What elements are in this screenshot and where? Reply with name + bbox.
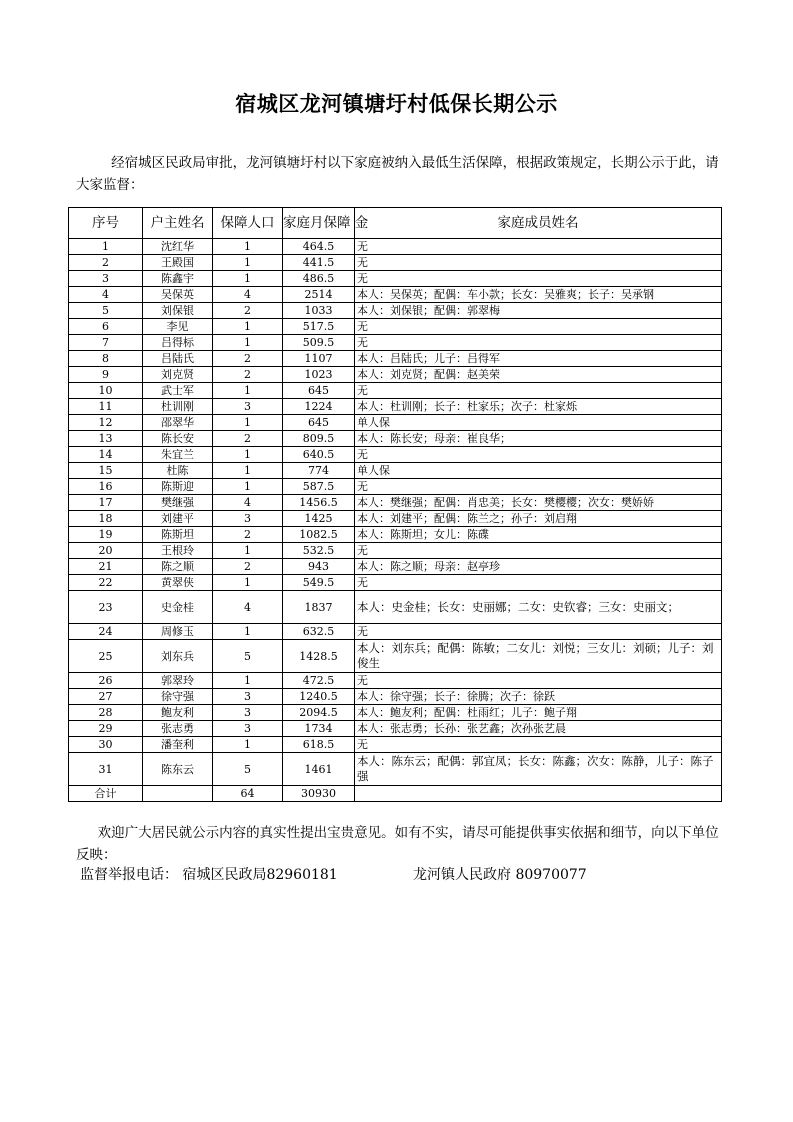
table-row bbox=[69, 367, 722, 383]
row-members: 本人：杜训刚；长子：杜家乐；次子：杜家烁 bbox=[355, 399, 722, 415]
row-number: 11 bbox=[69, 399, 143, 415]
assistance-table bbox=[68, 207, 722, 802]
row-number: 24 bbox=[69, 624, 143, 640]
row-head-name: 周修玉 bbox=[143, 624, 213, 640]
row-head-name: 杜训刚 bbox=[143, 399, 213, 415]
row-members: 单人保 bbox=[355, 463, 722, 479]
row-head-name: 邵翠华 bbox=[143, 415, 213, 431]
row-amount: 1240.5 bbox=[283, 689, 355, 705]
row-number: 27 bbox=[69, 689, 143, 705]
row-count: 2 bbox=[213, 367, 283, 383]
row-amount: 1224 bbox=[283, 399, 355, 415]
row-number: 9 bbox=[69, 367, 143, 383]
total-row bbox=[69, 786, 722, 802]
row-count: 2 bbox=[213, 351, 283, 367]
row-head-name: 刘克贤 bbox=[143, 367, 213, 383]
table-row bbox=[69, 319, 722, 335]
row-amount: 1456.5 bbox=[283, 495, 355, 511]
row-head-name: 黄翠侠 bbox=[143, 575, 213, 591]
table-header-row bbox=[69, 208, 722, 239]
row-amount: 774 bbox=[283, 463, 355, 479]
row-head-name: 杜陈 bbox=[143, 463, 213, 479]
row-members: 本人：刘东兵；配偶：陈敏；二女儿：刘悦；三女儿：刘硕；儿子：刘俊生 bbox=[355, 640, 722, 673]
table-row bbox=[69, 689, 722, 705]
table-row bbox=[69, 624, 722, 640]
row-head-name: 沈红华 bbox=[143, 239, 213, 255]
row-amount: 1023 bbox=[283, 367, 355, 383]
page-title: 宿城区龙河镇塘圩村低保长期公示 bbox=[235, 91, 558, 116]
row-number: 16 bbox=[69, 479, 143, 495]
row-amount: 1428.5 bbox=[283, 640, 355, 673]
row-members: 本人：樊继强；配偶：肖忠美；长女：樊樱樱；次女：樊娇娇 bbox=[355, 495, 722, 511]
total-empty bbox=[143, 786, 213, 802]
row-number: 14 bbox=[69, 447, 143, 463]
table-row bbox=[69, 399, 722, 415]
row-amount: 486.5 bbox=[283, 271, 355, 287]
row-amount: 2094.5 bbox=[283, 705, 355, 721]
row-members: 本人：吕陆氏；儿子：吕得军 bbox=[355, 351, 722, 367]
row-count: 1 bbox=[213, 383, 283, 399]
row-count: 1 bbox=[213, 673, 283, 689]
row-count: 1 bbox=[213, 447, 283, 463]
row-head-name: 吕得标 bbox=[143, 335, 213, 351]
row-amount: 441.5 bbox=[283, 255, 355, 271]
row-members: 无 bbox=[355, 673, 722, 689]
table-row bbox=[69, 255, 722, 271]
row-head-name: 武士军 bbox=[143, 383, 213, 399]
row-count: 1 bbox=[213, 319, 283, 335]
table-row bbox=[69, 705, 722, 721]
row-number: 1 bbox=[69, 239, 143, 255]
table-row bbox=[69, 737, 722, 753]
row-count: 1 bbox=[213, 479, 283, 495]
row-head-name: 陈东云 bbox=[143, 753, 213, 786]
row-amount: 640.5 bbox=[283, 447, 355, 463]
row-number: 18 bbox=[69, 511, 143, 527]
row-number: 5 bbox=[69, 303, 143, 319]
row-head-name: 刘保银 bbox=[143, 303, 213, 319]
row-members: 无 bbox=[355, 383, 722, 399]
table-row bbox=[69, 303, 722, 319]
row-amount: 943 bbox=[283, 559, 355, 575]
row-count: 5 bbox=[213, 640, 283, 673]
row-amount: 1461 bbox=[283, 753, 355, 786]
header-head-name: 户主姓名 bbox=[143, 208, 213, 239]
row-count: 3 bbox=[213, 511, 283, 527]
row-head-name: 陈鑫宇 bbox=[143, 271, 213, 287]
row-amount: 1425 bbox=[283, 511, 355, 527]
row-number: 15 bbox=[69, 463, 143, 479]
row-amount: 645 bbox=[283, 415, 355, 431]
row-count: 2 bbox=[213, 559, 283, 575]
row-amount: 1107 bbox=[283, 351, 355, 367]
row-amount: 1082.5 bbox=[283, 527, 355, 543]
hotline-town-government: 龙河镇人民政府 80970077 bbox=[413, 867, 587, 883]
table-row bbox=[69, 239, 722, 255]
table-row bbox=[69, 591, 722, 624]
row-amount: 509.5 bbox=[283, 335, 355, 351]
row-amount: 587.5 bbox=[283, 479, 355, 495]
row-amount: 1837 bbox=[283, 591, 355, 624]
row-amount: 532.5 bbox=[283, 543, 355, 559]
row-count: 4 bbox=[213, 495, 283, 511]
table-row bbox=[69, 415, 722, 431]
row-members: 无 bbox=[355, 271, 722, 287]
row-number: 6 bbox=[69, 319, 143, 335]
table-row bbox=[69, 447, 722, 463]
row-members: 本人：徐守强；长子：徐腾；次子：徐跃 bbox=[355, 689, 722, 705]
row-head-name: 陈长安 bbox=[143, 431, 213, 447]
row-count: 1 bbox=[213, 575, 283, 591]
row-head-name: 刘建平 bbox=[143, 511, 213, 527]
row-head-name: 樊继强 bbox=[143, 495, 213, 511]
table-row bbox=[69, 753, 722, 786]
row-number: 13 bbox=[69, 431, 143, 447]
row-head-name: 潘奎利 bbox=[143, 737, 213, 753]
row-count: 2 bbox=[213, 527, 283, 543]
row-members: 单人保 bbox=[355, 415, 722, 431]
row-count: 3 bbox=[213, 721, 283, 737]
row-count: 1 bbox=[213, 335, 283, 351]
row-count: 3 bbox=[213, 689, 283, 705]
row-amount: 2514 bbox=[283, 287, 355, 303]
row-head-name: 吴保英 bbox=[143, 287, 213, 303]
row-count: 1 bbox=[213, 737, 283, 753]
row-count: 1 bbox=[213, 415, 283, 431]
row-number: 23 bbox=[69, 591, 143, 624]
table-row bbox=[69, 431, 722, 447]
row-count: 1 bbox=[213, 239, 283, 255]
feedback-note: 欢迎广大居民就公示内容的真实性提出宝贵意见。如有不实，请尽可能提供事实依据和细节，向以下单位反映： bbox=[76, 825, 719, 863]
row-count: 1 bbox=[213, 624, 283, 640]
row-head-name: 张志勇 bbox=[143, 721, 213, 737]
table-row bbox=[69, 335, 722, 351]
row-count: 4 bbox=[213, 591, 283, 624]
row-members: 本人：刘建平；配偶：陈兰之；孙子：刘启翔 bbox=[355, 511, 722, 527]
row-members: 无 bbox=[355, 543, 722, 559]
row-count: 3 bbox=[213, 705, 283, 721]
row-head-name: 王殿国 bbox=[143, 255, 213, 271]
row-members: 本人：张志勇；长孙：张艺鑫；次孙张艺晨 bbox=[355, 721, 722, 737]
table-row bbox=[69, 511, 722, 527]
row-head-name: 陈斯坦 bbox=[143, 527, 213, 543]
table-row bbox=[69, 479, 722, 495]
row-number: 20 bbox=[69, 543, 143, 559]
row-members: 本人：陈长安；母亲：崔良华； bbox=[355, 431, 722, 447]
row-amount: 1033 bbox=[283, 303, 355, 319]
row-members: 无 bbox=[355, 737, 722, 753]
row-number: 29 bbox=[69, 721, 143, 737]
row-count: 1 bbox=[213, 543, 283, 559]
row-count: 2 bbox=[213, 431, 283, 447]
row-members: 本人：鲍友利；配偶：杜雨红；儿子：鲍子翔 bbox=[355, 705, 722, 721]
row-count: 4 bbox=[213, 287, 283, 303]
row-head-name: 王根玲 bbox=[143, 543, 213, 559]
row-head-name: 陈之顺 bbox=[143, 559, 213, 575]
row-count: 1 bbox=[213, 255, 283, 271]
row-members: 无 bbox=[355, 335, 722, 351]
row-head-name: 陈斯迎 bbox=[143, 479, 213, 495]
row-number: 8 bbox=[69, 351, 143, 367]
row-members: 无 bbox=[355, 479, 722, 495]
row-head-name: 鲍友利 bbox=[143, 705, 213, 721]
table-row bbox=[69, 495, 722, 511]
row-members: 无 bbox=[355, 575, 722, 591]
hotline-civil-affairs: 监督举报电话： 宿城区民政局82960181 bbox=[80, 867, 338, 883]
table-row bbox=[69, 575, 722, 591]
row-number: 31 bbox=[69, 753, 143, 786]
table-row bbox=[69, 463, 722, 479]
row-amount: 464.5 bbox=[283, 239, 355, 255]
row-members: 本人：刘克贤；配偶：赵美荣 bbox=[355, 367, 722, 383]
row-members: 本人：刘保银；配偶：郭翠梅 bbox=[355, 303, 722, 319]
row-amount: 632.5 bbox=[283, 624, 355, 640]
row-head-name: 李见 bbox=[143, 319, 213, 335]
row-number: 7 bbox=[69, 335, 143, 351]
row-amount: 809.5 bbox=[283, 431, 355, 447]
row-number: 25 bbox=[69, 640, 143, 673]
row-number: 17 bbox=[69, 495, 143, 511]
row-number: 30 bbox=[69, 737, 143, 753]
row-amount: 517.5 bbox=[283, 319, 355, 335]
row-count: 1 bbox=[213, 463, 283, 479]
row-head-name: 朱宜兰 bbox=[143, 447, 213, 463]
total-label: 合计 bbox=[69, 786, 143, 802]
header-amount: 家庭月保障 金 bbox=[283, 208, 355, 239]
row-head-name: 刘东兵 bbox=[143, 640, 213, 673]
row-members: 本人：史金桂；长女：史丽娜；二女：史钦睿；三女：史丽文； bbox=[355, 591, 722, 624]
row-number: 26 bbox=[69, 673, 143, 689]
row-head-name: 徐守强 bbox=[143, 689, 213, 705]
row-count: 2 bbox=[213, 303, 283, 319]
row-head-name: 郭翠玲 bbox=[143, 673, 213, 689]
row-members: 本人：陈斯坦；女儿：陈碟 bbox=[355, 527, 722, 543]
row-members: 无 bbox=[355, 319, 722, 335]
table-row bbox=[69, 383, 722, 399]
row-members: 无 bbox=[355, 447, 722, 463]
table-row bbox=[69, 287, 722, 303]
row-members: 无 bbox=[355, 255, 722, 271]
row-number: 3 bbox=[69, 271, 143, 287]
row-members: 本人：陈之顺；母亲：赵亭珍 bbox=[355, 559, 722, 575]
row-number: 10 bbox=[69, 383, 143, 399]
row-head-name: 史金桂 bbox=[143, 591, 213, 624]
row-number: 2 bbox=[69, 255, 143, 271]
row-amount: 645 bbox=[283, 383, 355, 399]
row-members: 无 bbox=[355, 624, 722, 640]
row-amount: 472.5 bbox=[283, 673, 355, 689]
row-members: 无 bbox=[355, 239, 722, 255]
row-number: 19 bbox=[69, 527, 143, 543]
row-members: 本人：吴保英；配偶：车小款；长女：吴雅爽；长子：吴承钢 bbox=[355, 287, 722, 303]
table-row bbox=[69, 673, 722, 689]
row-number: 12 bbox=[69, 415, 143, 431]
table-row bbox=[69, 640, 722, 673]
row-number: 4 bbox=[69, 287, 143, 303]
row-count: 5 bbox=[213, 753, 283, 786]
row-number: 22 bbox=[69, 575, 143, 591]
total-members-empty bbox=[355, 786, 722, 802]
row-amount: 1734 bbox=[283, 721, 355, 737]
header-members: 家庭成员姓名 bbox=[355, 208, 722, 239]
row-count: 1 bbox=[213, 271, 283, 287]
row-amount: 549.5 bbox=[283, 575, 355, 591]
row-amount: 618.5 bbox=[283, 737, 355, 753]
total-amount: 30930 bbox=[283, 786, 355, 802]
row-count: 3 bbox=[213, 399, 283, 415]
intro-paragraph: 经宿城区民政局审批，龙河镇塘圩村以下家庭被纳入最低生活保障，根据政策规定，长期公示于此，请大家监督： bbox=[76, 155, 719, 193]
table-row bbox=[69, 271, 722, 287]
row-members: 本人：陈东云；配偶：郭宜凤；长女：陈鑫；次女：陈静，儿子：陈子强 bbox=[355, 753, 722, 786]
table-row bbox=[69, 543, 722, 559]
table-row bbox=[69, 559, 722, 575]
table-row bbox=[69, 351, 722, 367]
total-count: 64 bbox=[213, 786, 283, 802]
row-number: 21 bbox=[69, 559, 143, 575]
header-count: 保障人口 bbox=[213, 208, 283, 239]
table-row bbox=[69, 527, 722, 543]
row-number: 28 bbox=[69, 705, 143, 721]
table-row bbox=[69, 721, 722, 737]
row-head-name: 吕陆氏 bbox=[143, 351, 213, 367]
header-no: 序号 bbox=[69, 208, 143, 239]
